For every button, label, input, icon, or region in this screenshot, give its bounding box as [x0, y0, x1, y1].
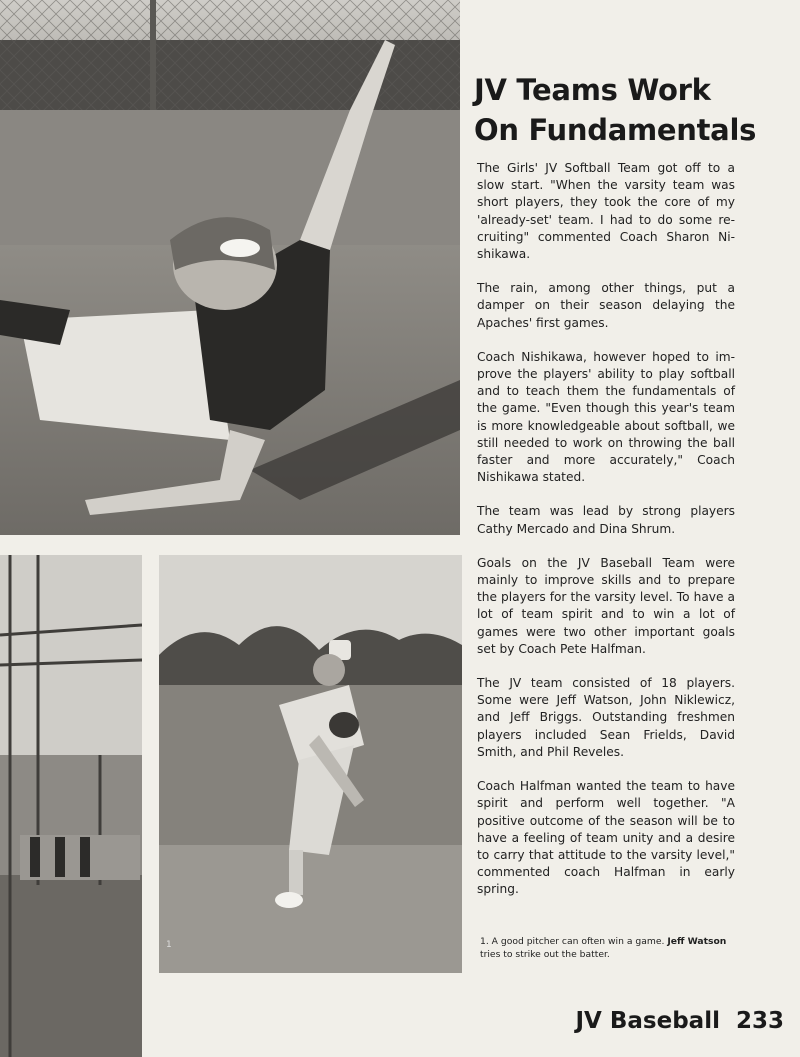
paragraph: The rain, among other things, put a damper on their season delaying the Apaches' first games. [477, 281, 735, 330]
page-number: 233 [735, 1008, 784, 1034]
paragraph: Coach Halfman wanted the team to have spirit and perform well together. "A positive outcome of the season will be to have a feeling of team unity and a desire to carry that attitude to the varsity level," commented coach Halfman in early spring. [477, 779, 735, 897]
caption-name: Jeff Watson [667, 936, 727, 947]
title-line-1: JV Teams Work [474, 73, 711, 107]
photo-caption [480, 935, 740, 961]
title-line-2: On Fundamentals [474, 113, 757, 147]
section-name: JV Baseball [575, 1008, 720, 1034]
paragraph: The Girls' JV Softball Team got off to a slow start. "When the varsity team was short players, they took the core of my 'already-set' team. I had to do some re-cruiting" commented Coach Sharon Ni-shikawa. [477, 161, 735, 262]
caption-suffix: tries to strike out the batter. [480, 949, 610, 960]
photo-number: 1 [166, 940, 172, 950]
article-title [474, 70, 784, 150]
softball-slide-photo [0, 0, 460, 535]
paragraph: Goals on the JV Baseball Team were mainly to improve skills and to prepare the players for the varsity level. To have a lot of team spirit and to win a lot of games were two other important goals set by Coach Pete Halfman. [477, 555, 735, 656]
batting-cage-photo [0, 555, 142, 1057]
paragraph: The team was lead by strong players Cathy Mercado and Dina Shrum. [477, 504, 735, 536]
paragraph: Coach Nishikawa, however hoped to im-prove the players' ability to play softball and to teach them the fundamentals of the game. "Even though this year's team is more knowledgeable about softball, we still needed to work on throwing the ball faster and more accurately," Coach Nishikawa stated. [477, 349, 735, 485]
pitcher-photo [159, 555, 462, 973]
page-footer [576, 1008, 785, 1034]
paragraph: The JV team consisted of 18 players. Some were Jeff Watson, John Niklewicz, and Jeff Briggs. Outstanding freshmen players included Sean Frields, David Smith, and Phil Reveles. [477, 676, 735, 759]
article-body [477, 160, 735, 916]
caption-prefix: 1. A good pitcher can often win a game. [480, 936, 665, 947]
